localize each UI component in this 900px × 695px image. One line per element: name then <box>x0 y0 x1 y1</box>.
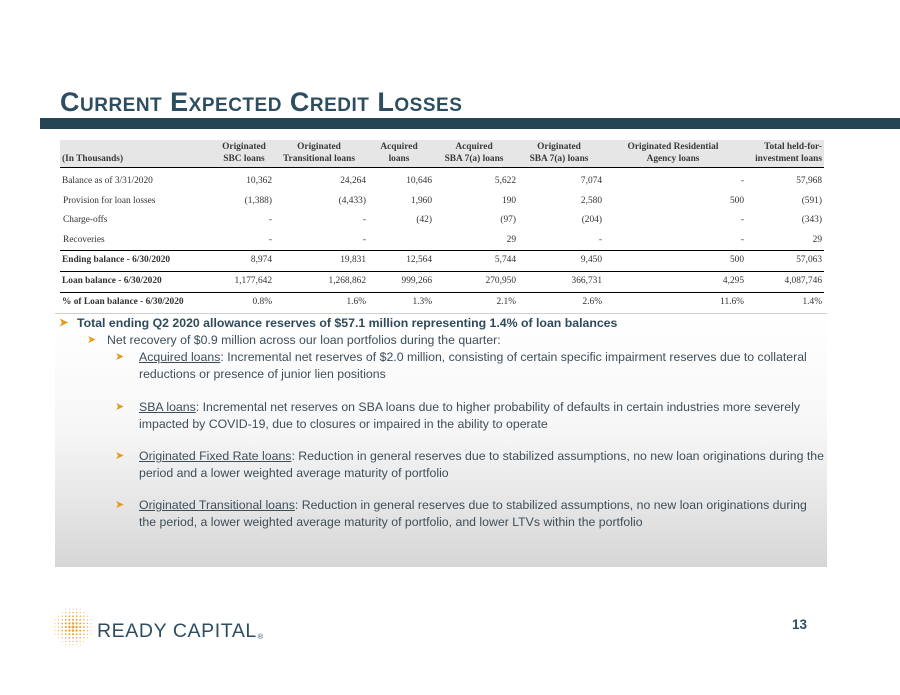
logo-dot <box>58 619 59 620</box>
bullet-term: Originated Fixed Rate loans <box>139 449 292 463</box>
table-cell: 1,177,642 <box>216 271 272 292</box>
arrow-bullet-icon: ➤ <box>115 351 125 363</box>
table-cell: 9,450 <box>516 251 602 272</box>
logo-dot <box>72 626 75 629</box>
logo-dot <box>65 637 66 638</box>
table-cell: (42) <box>416 215 432 226</box>
row-label: Charge-offs <box>63 215 108 226</box>
logo-dot <box>58 623 59 624</box>
table-cell: 1,268,862 <box>272 271 366 292</box>
header-cell: Agency loans <box>602 153 744 168</box>
logo-dot <box>76 609 77 610</box>
table-cell: 2,580 <box>580 195 602 206</box>
logo-dot <box>91 619 92 620</box>
logo-dot <box>58 616 59 617</box>
table-cell: 29 <box>812 234 822 245</box>
table-cell: 5,744 <box>432 251 516 272</box>
table-cell: - <box>268 234 272 245</box>
table-cell: - <box>740 176 744 186</box>
logo-dot <box>65 609 66 610</box>
registered-mark: ® <box>257 634 264 641</box>
logo-dot <box>68 619 70 621</box>
table-cell: (204) <box>581 215 602 226</box>
arrow-bullet-icon: ➤ <box>59 317 69 329</box>
logo-dot <box>75 622 77 624</box>
bullet-detail: : Incremental net reserves of $2.0 million, consisting of certain specific impairment reserves due to collateral reductions or presence of junior lien positions <box>139 350 807 381</box>
logo-dot <box>87 619 88 620</box>
table-cell: 500 <box>729 195 744 206</box>
table-cell: - <box>362 234 366 245</box>
table-cell: 8,974 <box>216 251 272 272</box>
bullet-text <box>139 399 825 433</box>
logo-dot <box>75 629 77 631</box>
logo-dot <box>61 626 63 628</box>
logo-dot <box>68 633 70 635</box>
header-cell: Originated Residential <box>602 140 744 153</box>
bullet-item-sba-loans <box>115 399 825 433</box>
logo-dot <box>76 615 78 617</box>
logo-dot <box>76 619 78 621</box>
table-cell: 999,266 <box>366 271 432 292</box>
table-cell: 1.6% <box>272 292 366 312</box>
logo-dot <box>91 627 92 628</box>
table-cell: (343) <box>801 215 822 226</box>
header-cell <box>60 140 216 153</box>
table-cell: 4,295 <box>602 271 744 292</box>
logo-dot <box>72 629 75 632</box>
logo-dot <box>79 615 80 616</box>
bullet-text <box>139 497 825 531</box>
logo-dot <box>61 630 63 632</box>
logo-dot <box>75 626 78 629</box>
logo-dot <box>87 630 88 631</box>
table-row <box>60 231 824 251</box>
logo-dot <box>79 626 81 628</box>
logo-dot <box>80 641 81 642</box>
table-cell: 24,264 <box>340 176 366 186</box>
logo-dot <box>79 633 81 635</box>
bullet-text <box>139 349 825 383</box>
logo-dot <box>65 641 66 642</box>
logo-dot <box>68 622 70 624</box>
row-label: Provision for loan losses <box>63 195 156 206</box>
table-cell: 19,831 <box>272 251 366 272</box>
logo-dot <box>65 612 66 613</box>
header-cell: Transitional loans <box>272 153 366 168</box>
arrow-bullet-icon: ➤ <box>115 401 125 413</box>
header-cell: Acquired <box>432 140 516 153</box>
logo-dot <box>73 645 74 646</box>
logo-dot <box>72 619 74 621</box>
logo-dot <box>76 641 77 642</box>
bullet-detail: : Incremental net reserves on SBA loans due to higher probability of defaults in certain industries more severely impacted by COVID-19, due to closures or impaired in the ability to operate <box>139 400 800 431</box>
header-cell: Originated <box>272 140 366 153</box>
logo-dot <box>61 623 63 625</box>
header-cell: SBA 7(a) loans <box>432 153 516 168</box>
logo-dot <box>83 612 84 613</box>
table-cell: 10,646 <box>406 176 432 186</box>
logo-dot <box>83 633 84 634</box>
table-cell: 500 <box>602 251 744 272</box>
arrow-bullet-icon: ➤ <box>87 334 97 346</box>
logo-dot <box>87 616 88 617</box>
logo-dot <box>80 645 81 646</box>
table-cell: - <box>740 215 744 226</box>
table-cell: - <box>740 234 744 245</box>
logo-dot <box>73 609 74 610</box>
logo-dot <box>72 622 75 625</box>
row-label: Ending balance - 6/30/2020 <box>60 251 216 272</box>
brand-wordmark <box>97 620 264 643</box>
bullet-item-originated-transitional <box>115 497 825 531</box>
bullet-text: Total ending Q2 2020 allowance reserves of $57.1 million representing 1.4% of loan balances <box>77 316 618 330</box>
logo-dot <box>83 616 84 617</box>
logo-dot <box>87 623 88 624</box>
header-cell: SBC loans <box>216 153 272 168</box>
bullet-term: Originated Transitional loans <box>139 498 295 512</box>
row-label: Loan balance - 6/30/2020 <box>60 271 216 292</box>
logo-dot <box>76 645 77 646</box>
logo-dot <box>55 627 56 628</box>
page-number: 13 <box>792 617 808 632</box>
bullet-detail: : Reduction in general reserves due to stabilized assumptions, no new loan originations during the period, a lower weighted average maturity of portfolio, and lower LTVs within the portfolio <box>139 498 807 529</box>
logo-dot <box>62 612 63 613</box>
logo-dot <box>62 637 63 638</box>
logo-dot <box>58 630 59 631</box>
logo-dot <box>79 630 81 632</box>
header-cell: Acquired <box>366 140 432 153</box>
logo-dot <box>83 630 85 632</box>
header-cell: SBA 7(a) loans <box>516 153 602 168</box>
logo-dot <box>91 630 92 631</box>
table-cell: (97) <box>500 215 516 226</box>
logo-dot <box>65 630 67 632</box>
row-label: % of Loan balance - 6/30/2020 <box>60 292 216 312</box>
table-row <box>60 271 824 292</box>
logo-dot <box>55 619 56 620</box>
logo-dot <box>69 615 71 617</box>
logo-dot <box>79 622 81 624</box>
logo-dot <box>65 619 67 621</box>
logo-dot <box>61 619 62 620</box>
header-cell: loans <box>366 153 432 168</box>
arrow-bullet-icon: ➤ <box>115 450 125 462</box>
table-header-row-1 <box>60 140 824 153</box>
logo-dot <box>58 634 59 635</box>
logo-dot <box>83 623 85 625</box>
table-cell: 4,087,746 <box>744 271 824 292</box>
logo-dot <box>68 626 71 629</box>
logo-dot <box>87 637 88 638</box>
table-cell: 1.4% <box>744 292 824 312</box>
logo-dot <box>55 634 56 635</box>
logo-dot <box>83 626 85 628</box>
cecl-rollforward-table <box>60 140 824 312</box>
header-cell-units: (In Thousands) <box>60 153 216 168</box>
bullet-item-acquired-loans <box>115 349 825 383</box>
row-label: Balance as of 3/31/2020 <box>62 176 153 186</box>
logo-dot <box>72 615 74 617</box>
logo-dot <box>91 623 92 624</box>
bullet-text: Net recovery of $0.9 million across our loan portfolios during the quarter: <box>107 333 501 347</box>
table-cell: 0.8% <box>216 292 272 312</box>
table-cell: 2.6% <box>516 292 602 312</box>
table-cell: 2.1% <box>432 292 516 312</box>
logo-dot <box>55 630 56 631</box>
table-cell: - <box>598 234 602 245</box>
logo-dot <box>83 641 84 642</box>
table-cell: 5,622 <box>494 176 516 186</box>
logo-dot <box>72 637 74 639</box>
table-row-total <box>60 251 824 272</box>
logo-dot <box>91 634 92 635</box>
table-row <box>60 168 824 192</box>
table-cell: 12,564 <box>366 251 432 272</box>
logo-dot <box>83 619 84 620</box>
logo-dot <box>65 645 66 646</box>
slide-title: Current Expected Credit Losses <box>60 87 463 117</box>
bullet-sub <box>87 332 827 349</box>
table-cell: 57,968 <box>796 176 822 186</box>
table-cell: (4,433) <box>338 195 366 206</box>
logo-dot <box>62 616 63 617</box>
row-label: Recoveries <box>63 234 105 245</box>
header-cell: Originated <box>216 140 272 153</box>
logo-dot <box>79 619 81 621</box>
bullet-detail: : Reduction in general reserves due to stabilized assumptions, no new loan originations during the period and a lower weighted average maturity of portfolio <box>139 449 824 480</box>
table-row <box>60 211 824 231</box>
logo-dot <box>69 612 70 613</box>
logo-dot <box>87 634 88 635</box>
logo-dot <box>68 629 70 631</box>
logo-dot <box>65 615 66 616</box>
logo-dot <box>76 633 78 635</box>
table-cell: 190 <box>501 195 516 206</box>
logo-dot <box>69 637 71 639</box>
ready-capital-logo-icon <box>52 606 94 648</box>
logo-dot <box>55 623 56 624</box>
table-cell: 10,362 <box>246 176 272 186</box>
logo-dot <box>80 612 81 613</box>
table-cell: 57,063 <box>744 251 824 272</box>
bullet-main <box>59 315 819 332</box>
logo-dot <box>79 637 80 638</box>
logo-dot <box>72 633 74 635</box>
bullet-item-originated-fixed-rate <box>115 448 825 482</box>
table-row <box>60 292 824 312</box>
logo-dot <box>83 637 84 638</box>
table-cell: 29 <box>506 234 516 245</box>
logo-dot <box>65 622 67 624</box>
logo-dot <box>58 626 59 627</box>
table-cell: (1,388) <box>244 195 272 206</box>
logo-dot <box>76 612 77 613</box>
table-cell: 366,731 <box>516 271 602 292</box>
logo-dot <box>58 637 59 638</box>
header-cell: investment loans <box>744 153 824 168</box>
header-cell: Originated <box>516 140 602 153</box>
table-header-row-2 <box>60 153 824 168</box>
logo-dot <box>72 641 73 642</box>
header-cell: Total held-for- <box>744 140 824 153</box>
logo-dot <box>87 626 88 627</box>
table-cell: 11.6% <box>602 292 744 312</box>
table-cell <box>366 231 432 251</box>
table-row <box>60 192 824 212</box>
bullet-term: SBA loans <box>139 400 196 414</box>
logo-dot <box>62 641 63 642</box>
brand-name: READY CAPITAL <box>97 620 257 642</box>
logo-dot <box>80 609 81 610</box>
commentary-panel <box>55 313 827 567</box>
table-cell: 7,074 <box>580 176 602 186</box>
logo-dot <box>72 612 73 613</box>
logo-dot <box>65 626 67 628</box>
arrow-bullet-icon: ➤ <box>115 499 125 511</box>
title-divider-bar <box>40 118 900 129</box>
bullet-term: Acquired loans <box>139 350 221 364</box>
table-cell: 270,950 <box>432 271 516 292</box>
logo-dot <box>76 637 78 639</box>
table-cell: 1.3% <box>366 292 432 312</box>
logo-dot <box>69 609 70 610</box>
bullet-text <box>139 448 825 482</box>
logo-dot <box>61 633 62 634</box>
table-cell: (591) <box>801 195 822 206</box>
logo-dot <box>69 641 70 642</box>
table-cell: - <box>362 215 366 226</box>
table-cell: 1,960 <box>410 195 432 206</box>
logo-dot <box>69 645 70 646</box>
table-cell: - <box>268 215 272 226</box>
logo-dot <box>65 633 67 635</box>
